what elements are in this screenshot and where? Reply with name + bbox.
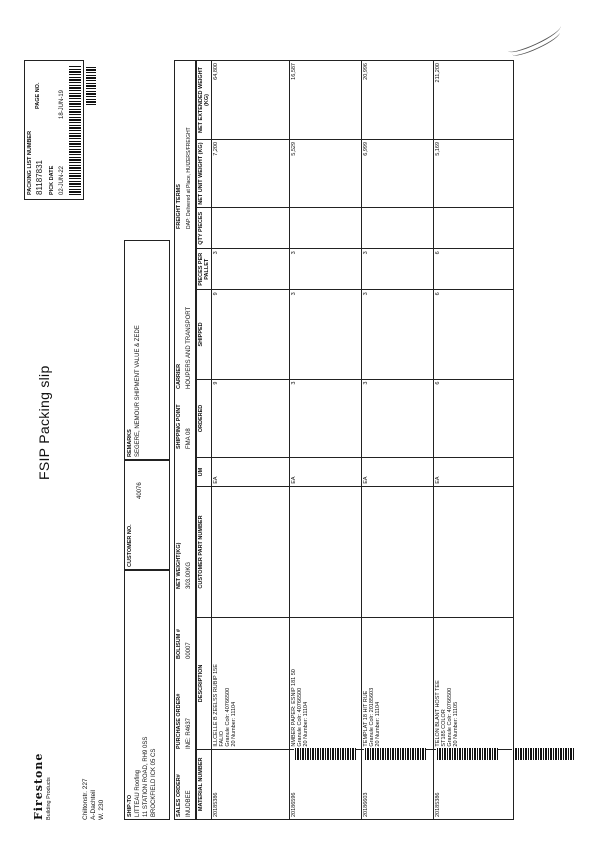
small-barcode bbox=[86, 65, 96, 105]
table-row: 20185386 ILLCELLE B ZEELSS RUBIP 15E FALIO Granule Colr: 40766500 20 Number: 11104 EA 9 9 3 7,200 64,800 bbox=[212, 61, 290, 820]
table-row: 20186596 NMBER PAPER: ESNIP 181 50 Granule Colr: 40766500 20 Number: 11104 EA 3 3 3 5,529 16,587 bbox=[290, 61, 362, 820]
item-barcode-2 bbox=[364, 748, 426, 760]
order-info-row: SALES ORDER# INUDBEE PURCHASE ORDER# INE: R4637 BOLISUM # 00007 NET WEIGHT(KG) 303.00KG SHIPPING POINT FMA 08 CARRIER HOUPERS AND TRANSPORT FREIGHT TERMS DAP: Delivered at Place, HUIZERS/FREIGHT bbox=[174, 60, 196, 820]
col-customer-part: CUSTOMER PART NUMBER bbox=[197, 486, 212, 617]
col-description: DESCRIPTION bbox=[197, 618, 212, 749]
col-net-unit-weight: NET UNIT WEIGHT (KG) bbox=[197, 139, 212, 207]
rotated-form bbox=[24, 60, 584, 820]
item-barcode-4 bbox=[512, 748, 574, 760]
col-um: UM bbox=[197, 458, 212, 486]
table-row: 20185386 TELON BLANT HOST TEE ST185 COLOR Granule Colr: 40766500 20 Number: 11105 EA 6 6 6 5,169 211,200 bbox=[434, 61, 514, 820]
packing-list-number: 81187831 bbox=[35, 160, 44, 195]
col-shipped: SHIPPED bbox=[197, 290, 212, 379]
page-title: FSIP Packing slip bbox=[36, 365, 52, 480]
company-logo: Firestone bbox=[32, 752, 45, 820]
company-logo-sub: Building Products bbox=[46, 777, 52, 820]
items-header-row bbox=[197, 61, 212, 820]
remarks-box: REMARKS SEGERE, NEMOUR SHIPMENT VALUE & ZEDE bbox=[124, 240, 170, 460]
item-barcode-1 bbox=[294, 748, 356, 760]
col-material: MATERIAL NUMBER bbox=[197, 749, 212, 819]
items-table bbox=[196, 60, 514, 820]
item-barcode-3 bbox=[436, 748, 498, 760]
table-row: 20186603 TEMPLAT 18 HIT RUE Granule Colr: 20185603 20 Number: 11104 EA 3 3 3 6,999 20,996 bbox=[362, 61, 434, 820]
sender-address: Chiltonstr. 227 A-Dachteil W. 230 bbox=[82, 778, 105, 820]
col-ordered: ORDERED bbox=[197, 379, 212, 458]
packing-list-barcode bbox=[69, 65, 81, 195]
col-pieces-per-pallet: PIECES PER PALLET bbox=[197, 249, 212, 290]
col-qty-pieces: QTY PIECES bbox=[197, 208, 212, 249]
packing-list-box: PACKING LIST NUMBER 81187831 PAGE NO. PICK DATE 02-JUN-22 18-JUN-19 bbox=[24, 60, 84, 200]
col-net-extended-weight: NET EXTENDED WEIGHT (KG) bbox=[197, 61, 212, 140]
customer-no-box: CUSTOMER NO. 40076 bbox=[124, 460, 170, 570]
ship-to-box: SHIP-TO LITTEAU Roofing 11 STATION ROAD, RH9 0SS BROCKFIELD ICK 05 CS bbox=[124, 570, 170, 820]
